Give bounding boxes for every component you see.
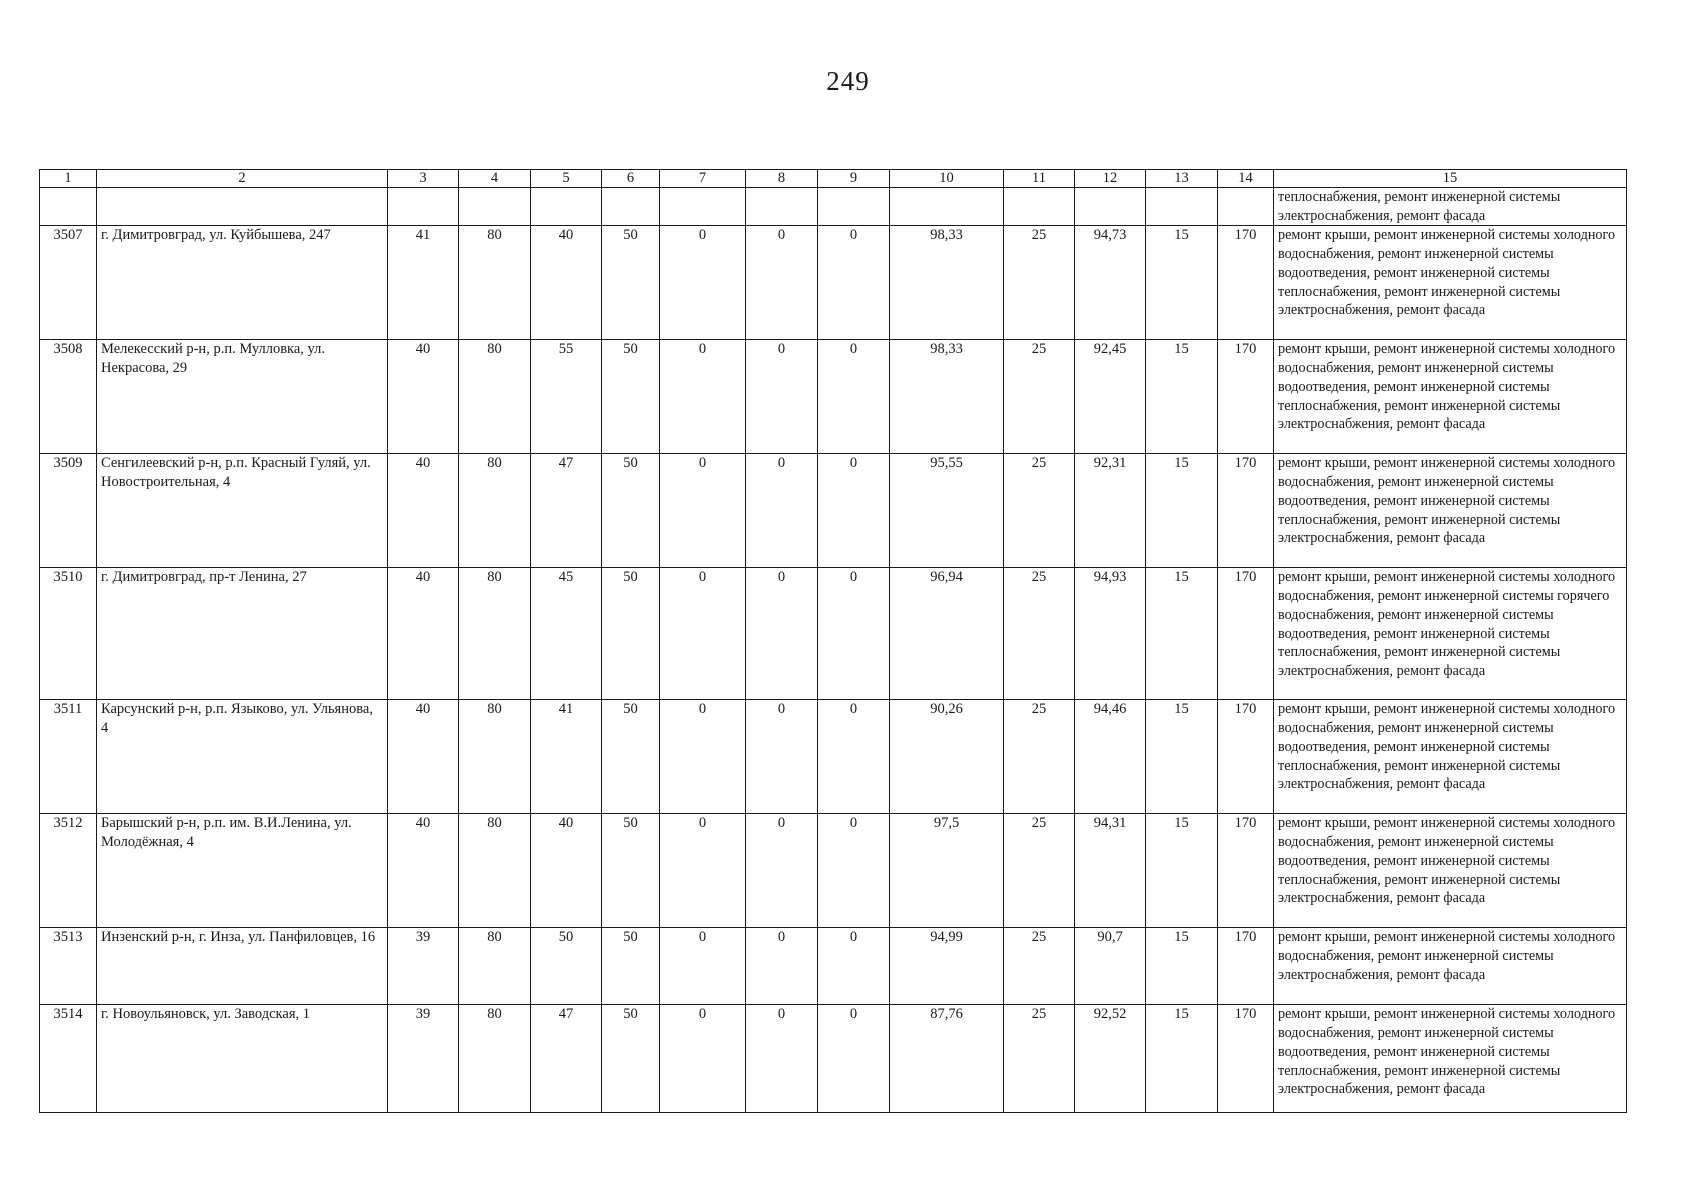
value-cell: 47 <box>531 1005 602 1113</box>
table-cell <box>1004 188 1075 226</box>
table-cell <box>818 188 890 226</box>
value-cell: 0 <box>660 1005 746 1113</box>
table-cell <box>890 188 1004 226</box>
value-cell: 40 <box>388 568 459 700</box>
value-cell: 80 <box>459 700 531 814</box>
value-cell: 0 <box>746 454 818 568</box>
value-cell: 15 <box>1146 1005 1218 1113</box>
value-cell: 98,33 <box>890 340 1004 454</box>
value-cell: 94,99 <box>890 928 1004 1005</box>
works-cell: ремонт крыши, ремонт инженерной системы холодного водоснабжения, ремонт инженерной системы электроснабжения, ремонт фасада <box>1274 928 1627 1005</box>
value-cell: 40 <box>388 454 459 568</box>
value-cell: 0 <box>818 700 890 814</box>
value-cell: 0 <box>746 700 818 814</box>
value-cell: 40 <box>531 814 602 928</box>
value-cell: 94,46 <box>1075 700 1146 814</box>
value-cell: 15 <box>1146 568 1218 700</box>
table-row <box>40 454 1627 568</box>
table-cell <box>1075 188 1146 226</box>
works-cell: ремонт крыши, ремонт инженерной системы холодного водоснабжения, ремонт инженерной системы водоотведения, ремонт инженерной системы теплоснабжения, ремонт инженерной системы электроснабжения, ремонт фасада <box>1274 814 1627 928</box>
value-cell: 39 <box>388 1005 459 1113</box>
table-cell <box>388 188 459 226</box>
value-cell: 0 <box>660 928 746 1005</box>
column-header: 10 <box>890 170 1004 188</box>
address-cell: Инзенский р-н, г. Инза, ул. Панфиловцев, 16 <box>97 928 388 1005</box>
value-cell: 170 <box>1218 340 1274 454</box>
value-cell: 0 <box>660 568 746 700</box>
value-cell: 0 <box>660 340 746 454</box>
value-cell: 170 <box>1218 226 1274 340</box>
value-cell: 15 <box>1146 226 1218 340</box>
row-id-cell: 3511 <box>40 700 97 814</box>
value-cell: 0 <box>818 1005 890 1113</box>
table-row <box>40 814 1627 928</box>
value-cell: 170 <box>1218 1005 1274 1113</box>
value-cell: 25 <box>1004 1005 1075 1113</box>
value-cell: 25 <box>1004 454 1075 568</box>
value-cell: 0 <box>660 226 746 340</box>
value-cell: 40 <box>388 340 459 454</box>
value-cell: 95,55 <box>890 454 1004 568</box>
value-cell: 170 <box>1218 928 1274 1005</box>
value-cell: 0 <box>818 814 890 928</box>
value-cell: 50 <box>602 454 660 568</box>
row-id-cell: 3507 <box>40 226 97 340</box>
column-header: 13 <box>1146 170 1218 188</box>
table-cell <box>602 188 660 226</box>
value-cell: 40 <box>388 814 459 928</box>
column-header: 6 <box>602 170 660 188</box>
table-row <box>40 226 1627 340</box>
continuation-row <box>40 188 1627 226</box>
value-cell: 94,73 <box>1075 226 1146 340</box>
column-header: 9 <box>818 170 890 188</box>
value-cell: 25 <box>1004 340 1075 454</box>
value-cell: 80 <box>459 928 531 1005</box>
value-cell: 15 <box>1146 928 1218 1005</box>
value-cell: 0 <box>818 340 890 454</box>
table-cell <box>660 188 746 226</box>
value-cell: 87,76 <box>890 1005 1004 1113</box>
value-cell: 0 <box>818 928 890 1005</box>
value-cell: 45 <box>531 568 602 700</box>
table-cell <box>1218 188 1274 226</box>
row-id-cell: 3513 <box>40 928 97 1005</box>
value-cell: 80 <box>459 226 531 340</box>
value-cell: 39 <box>388 928 459 1005</box>
row-id-cell: 3512 <box>40 814 97 928</box>
value-cell: 92,31 <box>1075 454 1146 568</box>
value-cell: 25 <box>1004 814 1075 928</box>
value-cell: 80 <box>459 340 531 454</box>
value-cell: 0 <box>746 568 818 700</box>
row-id-cell: 3510 <box>40 568 97 700</box>
row-id-cell: 3514 <box>40 1005 97 1113</box>
value-cell: 15 <box>1146 454 1218 568</box>
page-number: 249 <box>826 66 870 96</box>
table-cell <box>40 188 97 226</box>
value-cell: 55 <box>531 340 602 454</box>
value-cell: 0 <box>818 226 890 340</box>
repair-register-table <box>39 169 1627 1113</box>
column-header: 14 <box>1218 170 1274 188</box>
column-header: 12 <box>1075 170 1146 188</box>
works-cell: ремонт крыши, ремонт инженерной системы холодного водоснабжения, ремонт инженерной системы водоотведения, ремонт инженерной системы теплоснабжения, ремонт инженерной системы электроснабжения, ремонт фасада <box>1274 340 1627 454</box>
table-row <box>40 340 1627 454</box>
value-cell: 0 <box>660 700 746 814</box>
value-cell: 40 <box>388 700 459 814</box>
value-cell: 50 <box>602 700 660 814</box>
table-row <box>40 1005 1627 1113</box>
value-cell: 50 <box>602 226 660 340</box>
value-cell: 80 <box>459 568 531 700</box>
value-cell: 15 <box>1146 814 1218 928</box>
value-cell: 0 <box>660 454 746 568</box>
works-cell: ремонт крыши, ремонт инженерной системы холодного водоснабжения, ремонт инженерной системы водоотведения, ремонт инженерной системы теплоснабжения, ремонт инженерной системы электроснабжения, ремонт фасада <box>1274 454 1627 568</box>
table-cell <box>746 188 818 226</box>
value-cell: 80 <box>459 814 531 928</box>
value-cell: 50 <box>602 568 660 700</box>
address-cell: г. Димитровград, пр-т Ленина, 27 <box>97 568 388 700</box>
column-number-header-row <box>40 170 1627 188</box>
works-cell: ремонт крыши, ремонт инженерной системы холодного водоснабжения, ремонт инженерной системы водоотведения, ремонт инженерной системы теплоснабжения, ремонт инженерной системы электроснабжения, ремонт фасада <box>1274 226 1627 340</box>
value-cell: 41 <box>388 226 459 340</box>
table-row <box>40 928 1627 1005</box>
value-cell: 15 <box>1146 700 1218 814</box>
column-header: 1 <box>40 170 97 188</box>
column-header: 8 <box>746 170 818 188</box>
value-cell: 50 <box>602 1005 660 1113</box>
table-row <box>40 700 1627 814</box>
column-header: 5 <box>531 170 602 188</box>
address-cell: Карсунский р-н, р.п. Языково, ул. Ульянова, 4 <box>97 700 388 814</box>
value-cell: 90,26 <box>890 700 1004 814</box>
value-cell: 97,5 <box>890 814 1004 928</box>
value-cell: 80 <box>459 1005 531 1113</box>
address-cell: Мелекесский р-н, р.п. Мулловка, ул. Некрасова, 29 <box>97 340 388 454</box>
value-cell: 15 <box>1146 340 1218 454</box>
value-cell: 94,93 <box>1075 568 1146 700</box>
value-cell: 90,7 <box>1075 928 1146 1005</box>
value-cell: 0 <box>660 814 746 928</box>
value-cell: 50 <box>602 814 660 928</box>
address-cell: Барышский р-н, р.п. им. В.И.Ленина, ул. Молодёжная, 4 <box>97 814 388 928</box>
value-cell: 170 <box>1218 568 1274 700</box>
value-cell: 0 <box>746 814 818 928</box>
value-cell: 96,94 <box>890 568 1004 700</box>
value-cell: 50 <box>531 928 602 1005</box>
value-cell: 92,45 <box>1075 340 1146 454</box>
value-cell: 0 <box>746 928 818 1005</box>
value-cell: 80 <box>459 454 531 568</box>
column-header: 3 <box>388 170 459 188</box>
value-cell: 170 <box>1218 814 1274 928</box>
works-cell: ремонт крыши, ремонт инженерной системы холодного водоснабжения, ремонт инженерной системы водоотведения, ремонт инженерной системы теплоснабжения, ремонт инженерной системы электроснабжения, ремонт фасада <box>1274 700 1627 814</box>
value-cell: 25 <box>1004 568 1075 700</box>
value-cell: 0 <box>818 568 890 700</box>
works-cell: ремонт крыши, ремонт инженерной системы холодного водоснабжения, ремонт инженерной системы водоотведения, ремонт инженерной системы теплоснабжения, ремонт инженерной системы электроснабжения, ремонт фасада <box>1274 1005 1627 1113</box>
column-header: 11 <box>1004 170 1075 188</box>
table-row <box>40 568 1627 700</box>
column-header: 4 <box>459 170 531 188</box>
value-cell: 50 <box>602 340 660 454</box>
table-cell <box>97 188 388 226</box>
value-cell: 0 <box>746 340 818 454</box>
address-cell: г. Димитровград, ул. Куйбышева, 247 <box>97 226 388 340</box>
address-cell: г. Новоульяновск, ул. Заводская, 1 <box>97 1005 388 1113</box>
value-cell: 40 <box>531 226 602 340</box>
row-id-cell: 3508 <box>40 340 97 454</box>
column-header: 7 <box>660 170 746 188</box>
value-cell: 170 <box>1218 700 1274 814</box>
works-cell: ремонт крыши, ремонт инженерной системы холодного водоснабжения, ремонт инженерной системы горячего водоснабжения, ремонт инженерной системы водоотведения, ремонт инженерной системы теплоснабжения, ремонт инженерной системы электроснабжения, ремонт фасада <box>1274 568 1627 700</box>
value-cell: 50 <box>602 928 660 1005</box>
value-cell: 47 <box>531 454 602 568</box>
value-cell: 25 <box>1004 700 1075 814</box>
value-cell: 92,52 <box>1075 1005 1146 1113</box>
value-cell: 0 <box>746 226 818 340</box>
value-cell: 41 <box>531 700 602 814</box>
value-cell: 98,33 <box>890 226 1004 340</box>
table-cell <box>459 188 531 226</box>
column-header: 15 <box>1274 170 1627 188</box>
column-header: 2 <box>97 170 388 188</box>
value-cell: 25 <box>1004 928 1075 1005</box>
table-cell <box>531 188 602 226</box>
address-cell: Сенгилеевский р-н, р.п. Красный Гуляй, ул. Новостроительная, 4 <box>97 454 388 568</box>
value-cell: 0 <box>746 1005 818 1113</box>
value-cell: 0 <box>818 454 890 568</box>
value-cell: 25 <box>1004 226 1075 340</box>
row-id-cell: 3509 <box>40 454 97 568</box>
table-cell <box>1146 188 1218 226</box>
value-cell: 94,31 <box>1075 814 1146 928</box>
works-cell: теплоснабжения, ремонт инженерной системы электроснабжения, ремонт фасада <box>1274 188 1627 226</box>
value-cell: 170 <box>1218 454 1274 568</box>
